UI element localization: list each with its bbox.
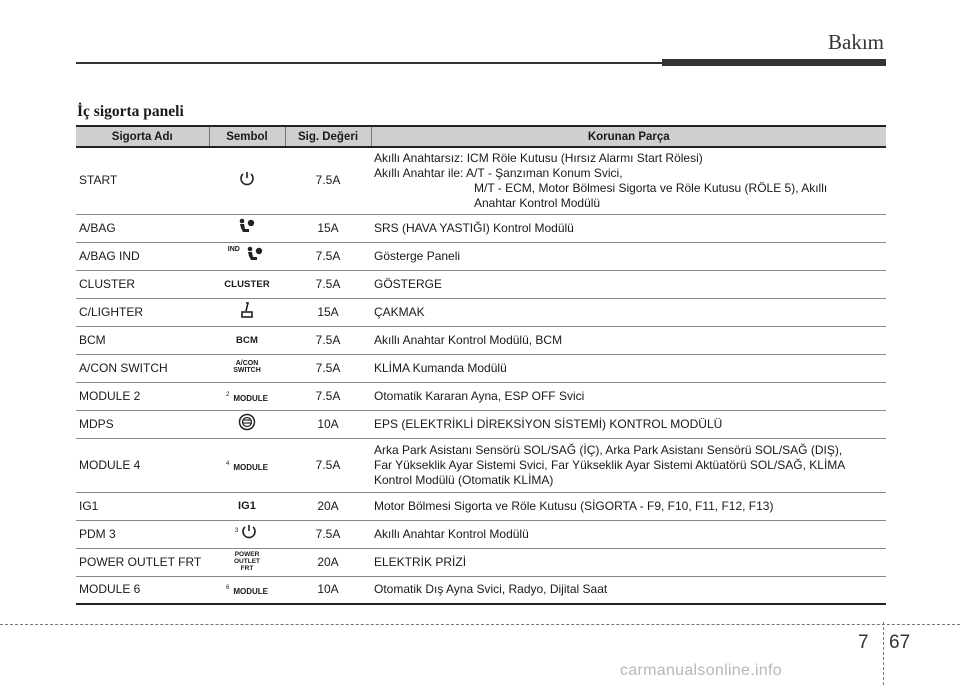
symbol-label: MODULE	[233, 587, 268, 597]
table-row	[76, 270, 886, 298]
fuse-symbol	[209, 298, 285, 326]
protected-line: M/T - ECM, Motor Bölmesi Sigorta ve Röle Kutusu (RÖLE 5), Akıllı	[474, 180, 828, 195]
table-header-row	[76, 126, 886, 147]
protected-part: ÇAKMAK	[371, 298, 886, 326]
fuse-name: POWER OUTLET FRT	[76, 548, 209, 576]
symbol-line: SWITCH	[233, 367, 261, 375]
fuse-rating: 7.5A	[285, 270, 371, 298]
fuse-rating: 20A	[285, 492, 371, 520]
fuse-symbol	[209, 354, 285, 382]
protected-line: Akıllı Anahtar ile: A/T - Şanzıman Konum Svici,	[374, 165, 623, 180]
protected-part: Motor Bölmesi Sigorta ve Röle Kutusu (SİGORTA - F9, F10, F11, F12, F13)	[371, 492, 886, 520]
header-fuse-name: Sigorta Adı	[76, 126, 209, 147]
fuse-symbol	[209, 492, 285, 520]
symbol-label: IG1	[237, 500, 257, 512]
fuse-table	[76, 125, 886, 605]
fuse-name: A/CON SWITCH	[76, 354, 209, 382]
section-title: İç sigorta paneli	[77, 103, 184, 120]
fuse-rating: 15A	[285, 298, 371, 326]
symbol-label: MODULE	[233, 393, 268, 403]
fuse-rating: 10A	[285, 576, 371, 604]
table-row	[76, 382, 886, 410]
fuse-name: C/LIGHTER	[76, 298, 209, 326]
fuse-symbol	[209, 382, 285, 410]
fuse-rating: 7.5A	[285, 438, 371, 492]
fuse-name: IG1	[76, 492, 209, 520]
protected-part: Akıllı Anahtar Kontrol Modülü, BCM	[371, 326, 886, 354]
fuse-symbol	[209, 548, 285, 576]
protected-part: SRS (HAVA YASTIĞI) Kontrol Modülü	[371, 214, 886, 242]
protected-part: EPS (ELEKTRİKLİ DİREKSİYON SİSTEMİ) KONTROL MODÜLÜ	[371, 410, 886, 438]
protected-line: Far Yükseklik Ayar Sistemi Svici, Far Yükseklik Ayar Sistemi Aktüatörü SOL/SAĞ, KLİMA	[374, 457, 846, 472]
symbol-label: BCM	[236, 335, 258, 346]
table-row	[76, 298, 886, 326]
steering-icon	[238, 413, 256, 431]
table-row	[76, 576, 886, 604]
lighter-icon	[239, 301, 255, 319]
protected-part: ELEKTRİK PRİZİ	[371, 548, 886, 576]
fuse-rating: 7.5A	[285, 147, 371, 214]
fuse-name: A/BAG	[76, 214, 209, 242]
fuse-name: A/BAG IND	[76, 242, 209, 270]
fuse-name: BCM	[76, 326, 209, 354]
table-row	[76, 354, 886, 382]
symbol-line: FRT	[240, 564, 254, 572]
chapter-number: 7	[858, 632, 869, 653]
protected-part: Otomatik Dış Ayna Svici, Radyo, Dijital Saat	[371, 576, 886, 604]
fuse-symbol	[209, 214, 285, 242]
fuse-name: CLUSTER	[76, 270, 209, 298]
table-row	[76, 410, 886, 438]
table-row	[76, 438, 886, 492]
fuse-name: MODULE 2	[76, 382, 209, 410]
fuse-symbol	[209, 520, 285, 548]
symbol-label: MODULE	[233, 462, 268, 472]
protected-part: Gösterge Paneli	[371, 242, 886, 270]
protected-line: Kontrol Modülü (Otomatik KLİMA)	[374, 472, 554, 487]
fuse-rating: 15A	[285, 214, 371, 242]
table-row	[76, 326, 886, 354]
fuse-rating: 7.5A	[285, 520, 371, 548]
symbol-line: A/CON	[235, 359, 259, 367]
symbol-label: IND	[227, 246, 240, 253]
header-rating: Sig. Değeri	[285, 126, 371, 147]
page-header-title: Bakım	[828, 30, 884, 54]
fuse-symbol	[209, 326, 285, 354]
symbol-label: CLUSTER	[224, 279, 270, 290]
protected-line: Akıllı Anahtarsız: ICM Röle Kutusu (Hırsız Alarmı Start Rölesi)	[374, 150, 703, 165]
fuse-rating: 10A	[285, 410, 371, 438]
fuse-symbol	[209, 242, 285, 270]
fuse-rating: 20A	[285, 548, 371, 576]
table-row	[76, 214, 886, 242]
fuse-rating: 7.5A	[285, 242, 371, 270]
protected-line: Anahtar Kontrol Modülü	[474, 195, 601, 210]
symbol-superscript: 2	[225, 391, 230, 398]
symbol-line: OUTLET	[234, 557, 260, 565]
footer-divider	[883, 622, 884, 685]
protected-part: Otomatik Kararan Ayna, ESP OFF Svici	[371, 382, 886, 410]
protected-part: Akıllı Anahtar Kontrol Modülü	[371, 520, 886, 548]
fuse-name: START	[76, 147, 209, 214]
fuse-symbol	[209, 576, 285, 604]
fuse-rating: 7.5A	[285, 354, 371, 382]
symbol-superscript: 4	[225, 460, 230, 467]
table-row	[76, 242, 886, 270]
symbol-line: POWER	[234, 550, 260, 558]
fuse-symbol	[209, 147, 285, 214]
page-number: 67	[889, 632, 911, 653]
airbag-ind-icon	[244, 246, 266, 262]
fuse-name: PDM 3	[76, 520, 209, 548]
symbol-superscript: 6	[225, 585, 230, 592]
table-row	[76, 520, 886, 548]
table-row	[76, 492, 886, 520]
protected-line: Arka Park Asistanı Sensörü SOL/SAĞ (İÇ), Arka Park Asistanı Sensörü SOL/SAĞ (DIŞ),	[374, 442, 843, 457]
protected-part	[371, 147, 886, 214]
table-row	[76, 147, 886, 214]
symbol-label	[234, 551, 260, 572]
fuse-name: MDPS	[76, 410, 209, 438]
symbol-superscript: 3	[234, 528, 239, 534]
fuse-symbol	[209, 410, 285, 438]
start-icon	[239, 524, 259, 540]
protected-part	[371, 438, 886, 492]
fuse-rating: 7.5A	[285, 326, 371, 354]
protected-part: KLİMA Kumanda Modülü	[371, 354, 886, 382]
watermark: carmanualsonline.info	[620, 662, 782, 679]
fuse-name: MODULE 6	[76, 576, 209, 604]
header-symbol: Sembol	[209, 126, 285, 147]
symbol-label	[233, 360, 261, 375]
airbag-icon	[236, 218, 258, 234]
table-row	[76, 548, 886, 576]
header-protected-part: Korunan Parça	[371, 126, 886, 147]
fuse-name: MODULE 4	[76, 438, 209, 492]
footer-rule	[0, 624, 960, 625]
header-bar	[662, 59, 886, 66]
fuse-symbol	[209, 438, 285, 492]
fuse-symbol	[209, 270, 285, 298]
fuse-rating: 7.5A	[285, 382, 371, 410]
start-icon	[237, 171, 257, 187]
protected-part: GÖSTERGE	[371, 270, 886, 298]
